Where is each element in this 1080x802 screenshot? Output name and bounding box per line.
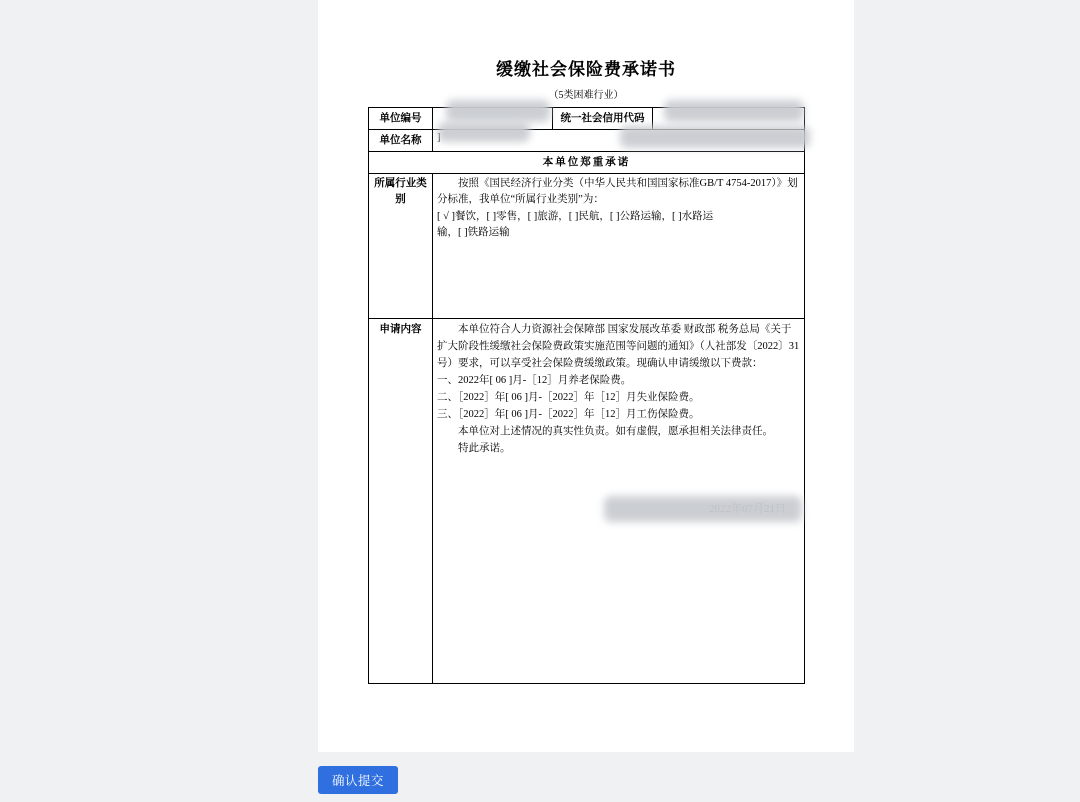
document-title: 缓缴社会保险费承诺书 — [496, 60, 676, 79]
application-paragraph-2: 本单位对上述情况的真实性负责。如有虚假，愿承担相关法律责任。 — [458, 426, 773, 437]
industry-paragraph: 按照《国民经济行业分类（中华人民共和国国家标准GB/T 4754-2017）》划分标准，我单位“所属行业类别”为： — [437, 178, 798, 206]
application-paragraph-1: 本单位符合人力资源社会保障部 国家发展改革委 财政部 税务总局《关于扩大阶段性缓缴社会保险费政策实施范围等问题的通知》（人社部发〔2022〕31号）要求，可以享受社会保险费缓缴政策。现确认申请缓缴以下费款： — [437, 324, 800, 369]
redacted-unit-code — [446, 100, 550, 122]
table-row-pledge-header — [369, 152, 805, 174]
redacted-unit-name — [620, 126, 810, 148]
industry-label: 所属行业类别 — [369, 174, 433, 319]
application-item-3: 三、［2022］年[ 06 ]月-［2022］年［12］月工伤保险费。 — [437, 409, 700, 420]
viewer-left-margin — [0, 0, 318, 752]
application-item-2: 二、［2022］年[ 06 ]月-［2022］年［12］月失业保险费。 — [437, 392, 700, 403]
unit-name-label: 单位名称 — [369, 130, 433, 152]
document-subtitle: （5类困难行业） — [548, 90, 624, 101]
commitment-form-table — [368, 107, 805, 684]
document-content — [368, 55, 804, 684]
application-paragraph-3: 特此承诺。 — [458, 443, 511, 454]
application-item-1: 一、2022年[ 06 ]月-［12］月养老保险费。 — [437, 375, 632, 386]
application-label: 申请内容 — [369, 319, 433, 684]
confirm-submit-button[interactable]: 确认提交 — [318, 766, 398, 794]
pledge-header: 本单位郑重承诺 — [369, 152, 805, 174]
industry-options-line-1: [ √ ]餐饮，[ ]零售，[ ]旅游，[ ]民航，[ ]公路运输，[ ]水路运 — [437, 210, 714, 222]
unit-code-label: 单位编号 — [369, 108, 433, 130]
industry-options-line-2: 输，[ ]铁路运输 — [437, 226, 510, 238]
credit-code-label: 统一社会信用代码 — [553, 108, 653, 130]
table-row-industry — [369, 174, 805, 319]
redacted-credit-code — [664, 100, 804, 122]
industry-body — [433, 174, 805, 319]
footer-bar — [0, 752, 1080, 802]
viewer-right-margin — [854, 0, 1080, 752]
redacted-signature — [604, 496, 802, 522]
redacted-credit-code-label-overlap — [438, 122, 530, 142]
